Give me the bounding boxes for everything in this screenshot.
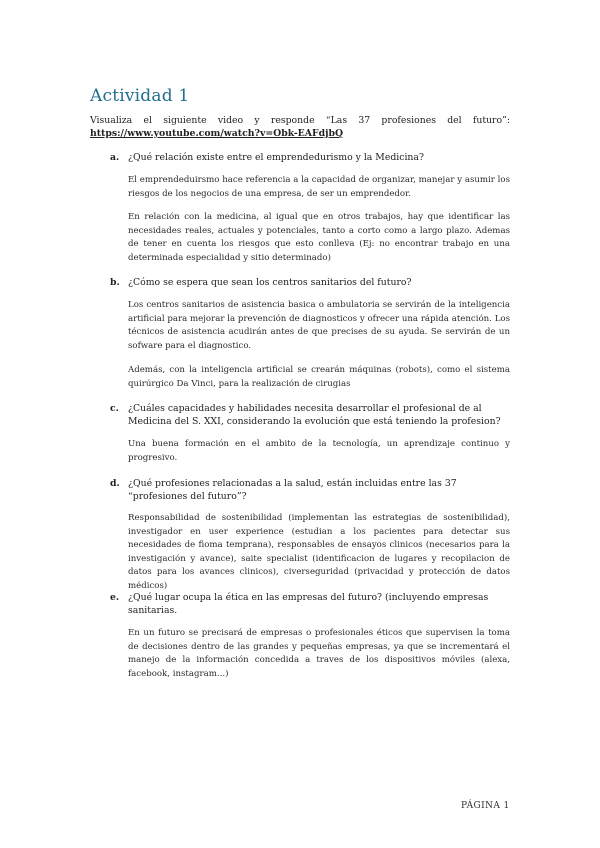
- answer-paragraph: Una buena formación en el ambito de la tecnología, un aprendizaje continuo y progresivo.: [128, 439, 510, 463]
- question-letter: b.: [110, 277, 120, 288]
- question-letter: a.: [110, 152, 120, 163]
- question-d: [110, 477, 510, 503]
- answer-paragraph: Responsabilidad de sostenibilidad (implementan las estrategias de sostenibilidad), investigador en user experience (estudian a los pacientes para detectar sus necesidades de fioma temprana), responsables de ensayos clinicos (necesarios para la investigación y avance), saite specialist (identificacion de lugares y recopilacion de datos para los avances clinicos), civerseguridad (privacidad y protección de datos médicos): [128, 513, 510, 591]
- question-text: ¿Cuáles capacidades y habilidades necesita desarrollar el profesional de al Medicina del S. XXI, considerando la evolución que está teniendo la profesion?: [128, 403, 501, 427]
- page-number: PÁGINA 1: [461, 801, 510, 811]
- question-c: [110, 402, 510, 428]
- intro-text: Visualiza el siguiente video y responde “Las 37 profesiones del futuro”:: [90, 115, 510, 126]
- question-text: ¿Qué lugar ocupa la ética en las empresas del futuro? (incluyendo empresas sanitarias.: [128, 592, 489, 616]
- question-letter: e.: [110, 592, 120, 603]
- question-text: ¿Qué profesiones relacionadas a la salud, están incluidas entre las 37 “profesiones del futuro”?: [128, 478, 457, 502]
- question-e: [110, 591, 510, 617]
- answer-paragraph: En un futuro se precisará de empresas o profesionales éticos que supervisen la toma de decisiones dentro de las grandes y pequeñas empresas, ya que se incrementará el manejo de la información concedida a traves de los dispositivos móviles (alexa, facebook, instagram...): [128, 628, 510, 679]
- video-link[interactable]: https://www.youtube.com/watch?v=Obk-EAFdjbQ: [90, 128, 344, 139]
- question-letter: d.: [110, 478, 120, 489]
- question-letter: c.: [110, 403, 119, 414]
- page-title: Actividad 1: [90, 86, 190, 106]
- answer-paragraph: Los centros sanitarios de asistencia basica o ambulatoria se servirán de la inteligencia artificial para mejorar la prevención de diagnosticos y ofrecer una rápida atención. Los técnicos de asistencia acudirán antes de que precises de su ayuda. Se servirán de un sofware para el diagnostico.: [128, 300, 510, 351]
- question-text: ¿Qué relación existe entre el emprendedurismo y la Medicina?: [128, 152, 424, 163]
- answer-paragraph: En relación con la medicina, al igual que en otros trabajos, hay que identificar las necesidades reales, actuales y potenciales, tanto a corto como a largo plazo. Ademas de tener en cuenta los riesgos que esto conlleva (Ej: no encontrar trabajo en una determinada especialidad y sitio determinado): [128, 212, 510, 263]
- answer-paragraph: El emprendeduirsmo hace referencia a la capacidad de organizar, manejar y asumir los riesgos de los negocios de una empresa, de ser un emprendedor.: [128, 175, 510, 199]
- question-a: [110, 151, 510, 164]
- intro-paragraph: [90, 114, 510, 140]
- answer-paragraph: Además, con la inteligencia artificial se crearán máquinas (robots), como el sistema quirúrgico Da Vinci, para la realización de cirugias: [128, 365, 510, 389]
- question-b: [110, 276, 510, 289]
- question-text: ¿Cómo se espera que sean los centros sanitarios del futuro?: [128, 277, 412, 288]
